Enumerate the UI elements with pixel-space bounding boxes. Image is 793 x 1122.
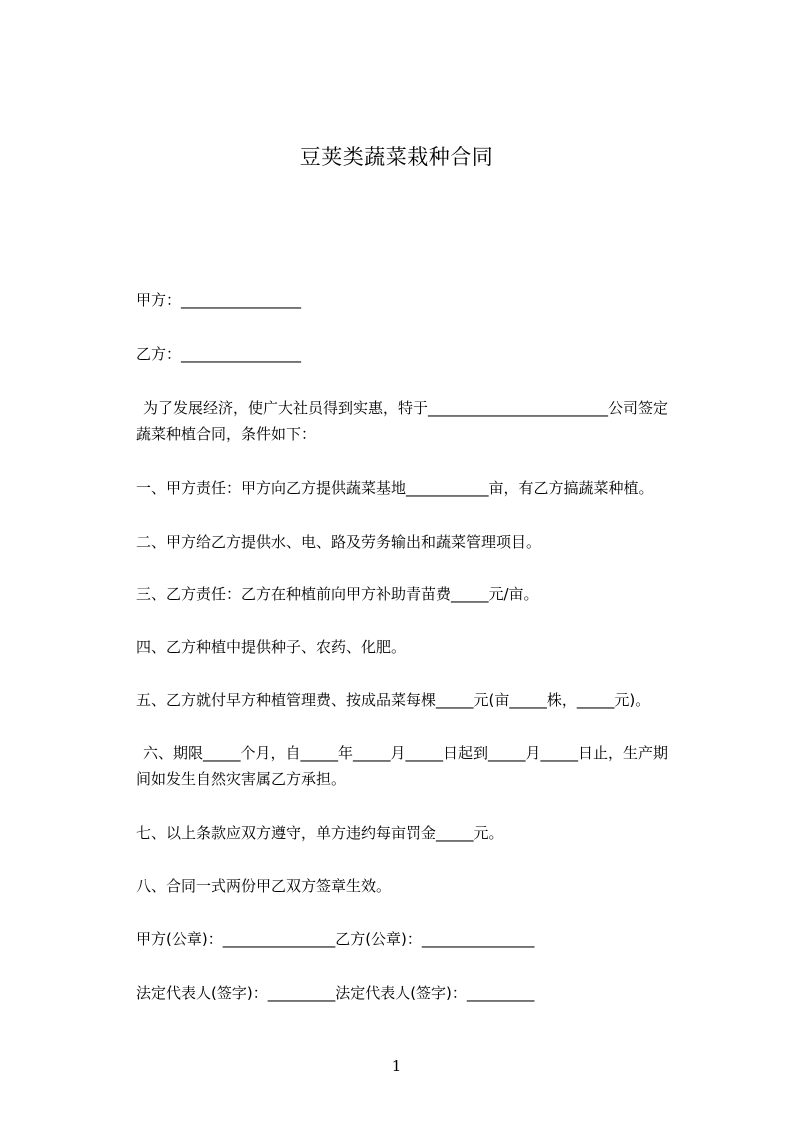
clause-5: 五、乙方就付早方种植管理费、按成品菜每棵_____元(亩_____株，_____元)。: [136, 691, 651, 709]
party-a-line: 甲方：________________: [136, 291, 302, 309]
intro-line-2: 蔬菜种植合同，条件如下：: [136, 425, 317, 443]
clause-7: 七、以上条款应双方遵守，单方违约每亩罚金_____元。: [136, 824, 504, 842]
clause-6-line-2: 间如发生自然灾害属乙方承担。: [136, 770, 347, 788]
page-number: 1: [391, 1057, 402, 1075]
clause-4: 四、乙方种植中提供种子、农药、化肥。: [136, 638, 407, 656]
clause-8: 八、合同一式两份甲乙双方签章生效。: [136, 877, 392, 895]
signature-seal-line: 甲方(公章)：_______________乙方(公章)：_______________: [136, 930, 535, 948]
clause-2: 二、甲方给乙方提供水、电、路及劳务输出和蔬菜管理项目。: [136, 533, 542, 551]
clause-6-line-1: 六、期限_____个月，自_____年_____月_____日起到_____月_____日止，生产期: [143, 744, 669, 762]
intro-line-1: 为了发展经济，使广大社员得到实惠，特于________________________公司签定: [143, 399, 669, 417]
document-title: 豆荚类蔬菜栽种合同: [299, 145, 494, 169]
signature-representative-line: 法定代表人(签字)：_________法定代表人(签字)：_________: [136, 984, 535, 1002]
clause-1: 一、甲方责任：甲方向乙方提供蔬菜基地___________亩，有乙方搞蔬菜种植。: [136, 479, 654, 497]
clause-3: 三、乙方责任：乙方在种植前向甲方补助青苗费_____元/亩。: [136, 585, 539, 603]
party-b-line: 乙方：________________: [136, 345, 302, 363]
